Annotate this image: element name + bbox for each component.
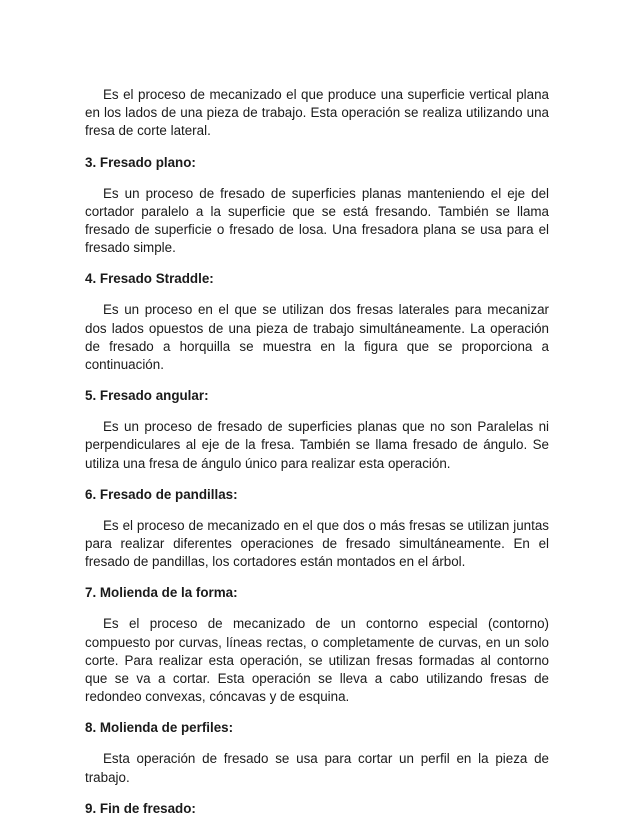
section-heading-fresado-angular: 5. Fresado angular: [85,388,209,404]
section-heading-fin-fresado: 9. Fin de fresado: [85,800,196,816]
section-body-fresado-angular: Es un proceso de fresado de superficies planas que no son Paralelas ni perpendiculares al eje de la fresa. También se llama fresado de ángulo. Se utiliza una fresa de ángulo único para realizar esta operación. [85,419,549,471]
document-page [85,86,549,818]
section-body-molienda-perfiles: Esta operación de fresado se usa para cortar un perfil en la pieza de trabajo. [85,751,549,785]
section-body-molienda-forma: Es el proceso de mecanizado de un contorno especial (contorno) compuesto por curvas, líneas rectas, o completamente de curvas, en un solo corte. Para realizar esta operación, se utilizan fresas formadas al contorno que se va a cortar. Esta operación se lleva a cabo utilizando fresas de redondeo convexas, cóncavas y de esquina. [85,616,549,705]
section-heading-fresado-plano: 3. Fresado plano: [85,154,196,170]
section-heading-molienda-forma: 7. Molienda de la forma: [85,585,238,601]
intro-paragraph: Es el proceso de mecanizado el que produce una superficie vertical plana en los lados de una pieza de trabajo. Esta operación se realiza utilizando una fresa de corte lateral. [85,87,549,139]
section-heading-fresado-pandillas: 6. Fresado de pandillas: [85,486,238,502]
section-heading-fresado-straddle: 4. Fresado Straddle: [85,271,214,287]
section-body-fresado-straddle: Es un proceso en el que se utilizan dos fresas laterales para mecanizar dos lados opuestos de una pieza de trabajo simultáneamente. La operación de fresado a horquilla se muestra en la figura que se proporciona a continuación. [85,302,549,373]
section-heading-molienda-perfiles: 8. Molienda de perfiles: [85,720,234,736]
section-body-fresado-pandillas: Es el proceso de mecanizado en el que dos o más fresas se utilizan juntas para realizar diferentes operaciones de fresado simultáneamente. En el fresado de pandillas, los cortadores están montados en el árbol. [85,517,549,570]
section-body-fresado-plano: Es un proceso de fresado de superficies planas manteniendo el eje del cortador paralelo a la superficie que se está fresando. También se llama fresado de superficie o fresado de losa. Una fresadora plana se usa para el fresado simple. [85,185,549,256]
